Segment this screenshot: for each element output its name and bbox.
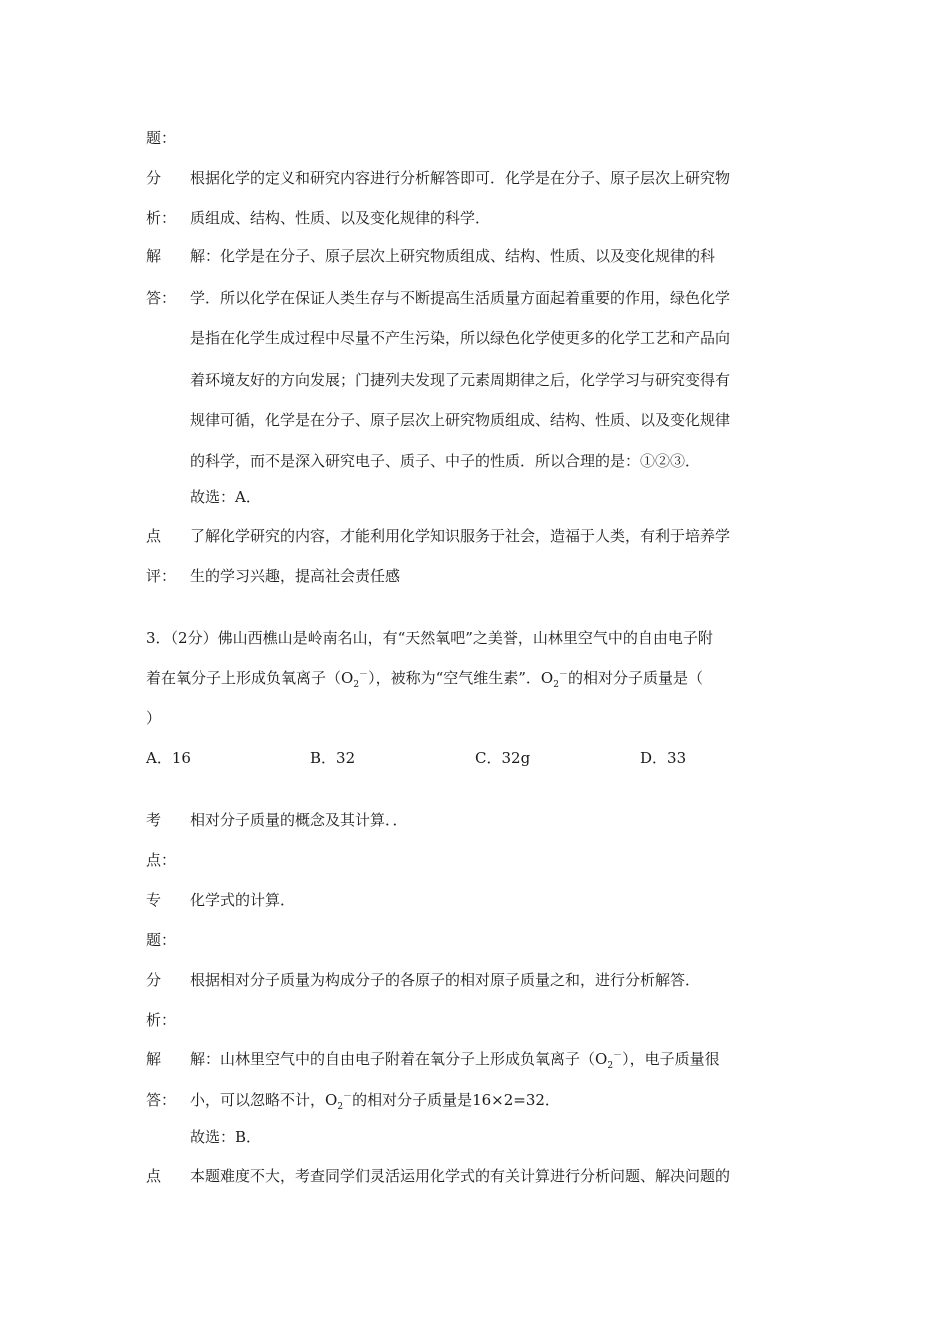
q3-analysis-label-1: 分: [146, 971, 162, 989]
q2-answer-text-1: 解：化学是在分子、原子层次上研究物质组成、结构、性质、以及变化规律的科: [190, 247, 716, 265]
q3-zhuanti-text: 化学式的计算．: [190, 891, 296, 909]
q3-answer-label-1: 解: [146, 1050, 162, 1068]
q3-comment-text: 本题难度不大，考查同学们灵活运用化学式的有关计算进行分析问题、解决问题的: [190, 1167, 731, 1185]
q3-analysis-label-2: 析：: [146, 1011, 177, 1029]
q2-comment-text-1: 了解化学研究的内容，才能利用化学知识服务于社会，造福于人类，有利于培养学: [190, 527, 731, 545]
q2-analysis-text-1: 根据化学的定义和研究内容进行分析解答即可．化学是在分子、原子层次上研究物: [190, 169, 731, 187]
q3-stem-line-2: 着在氧分子上形成负氧离子$(O_2^-)$，被称为“空气维生素”．$O_2^-$的相对分子质量是（: [146, 669, 703, 690]
q3-answer-text-1: 解：山林里空气中的自由电子附着在氧分子上形成负氧离子$(O_2^-)$，电子质量很: [190, 1050, 720, 1071]
q3-kaodian-label-1: 考: [146, 811, 162, 829]
q3-answer-label-2: 答：: [146, 1091, 177, 1109]
q3-choice-text: 故选：B．: [190, 1128, 262, 1146]
q3-option-a: A．16: [146, 749, 191, 767]
q2-answer-text-4: 着环境友好的方向发展；门捷列夫发现了元素周期律之后，化学学习与研究变得有: [190, 371, 731, 389]
q2-answer-label-1: 解: [146, 247, 162, 265]
q3-stem-line-1: 3．（2分）佛山西樵山是岭南名山，有“天然氧吧”之美誉，山林里空气中的自由电子附: [146, 629, 713, 647]
q3-analysis-text: 根据相对分子质量为构成分子的各原子的相对原子质量之和，进行分析解答．: [190, 971, 701, 989]
q3-option-d: D．33: [640, 749, 687, 767]
q2-comment-label-2: 评：: [146, 567, 177, 585]
q2-answer-text-5: 规律可循，化学是在分子、原子层次上研究物质组成、结构、性质、以及变化规律: [190, 411, 731, 429]
q3-zhuanti-label-1: 专: [146, 891, 162, 909]
q2-analysis-label-2: 析：: [146, 209, 177, 227]
q2-analysis-label-1: 分: [146, 169, 162, 187]
q2-analysis-text-2: 质组成、结构、性质、以及变化规律的科学．: [190, 209, 491, 227]
q3-answer-text-2: 小，可以忽略不计，$O_2^-$的相对分子质量是16×2=32．: [190, 1091, 560, 1112]
q2-answer-label-2: 答：: [146, 289, 177, 307]
q3-kaodian-label-2: 点：: [146, 851, 177, 869]
q2-topic-label-tail: 题：: [146, 129, 177, 147]
q3-kaodian-text: 相对分子质量的概念及其计算．．: [190, 811, 408, 829]
q3-option-b: B．32: [310, 749, 356, 767]
q3-zhuanti-label-2: 题：: [146, 931, 177, 949]
q2-answer-text-2: 学．所以化学在保证人类生存与不断提高生活质量方面起着重要的作用，绿色化学: [190, 289, 731, 307]
q2-comment-text-2: 生的学习兴趣，提高社会责任感: [190, 567, 401, 585]
q3-stem-line-3: ）: [146, 709, 162, 727]
q2-comment-label-1: 点: [146, 527, 162, 545]
q2-choice-text: 故选：A．: [190, 488, 261, 506]
q3-comment-label: 点: [146, 1167, 162, 1185]
q2-answer-text-6: 的科学，而不是深入研究电子、质子、中子的性质．所以合理的是：①②③．: [190, 452, 701, 470]
q3-option-c: C．32g: [475, 749, 531, 767]
q2-answer-text-3: 是指在化学生成过程中尽量不产生污染，所以绿色化学使更多的化学工艺和产品向: [190, 329, 731, 347]
